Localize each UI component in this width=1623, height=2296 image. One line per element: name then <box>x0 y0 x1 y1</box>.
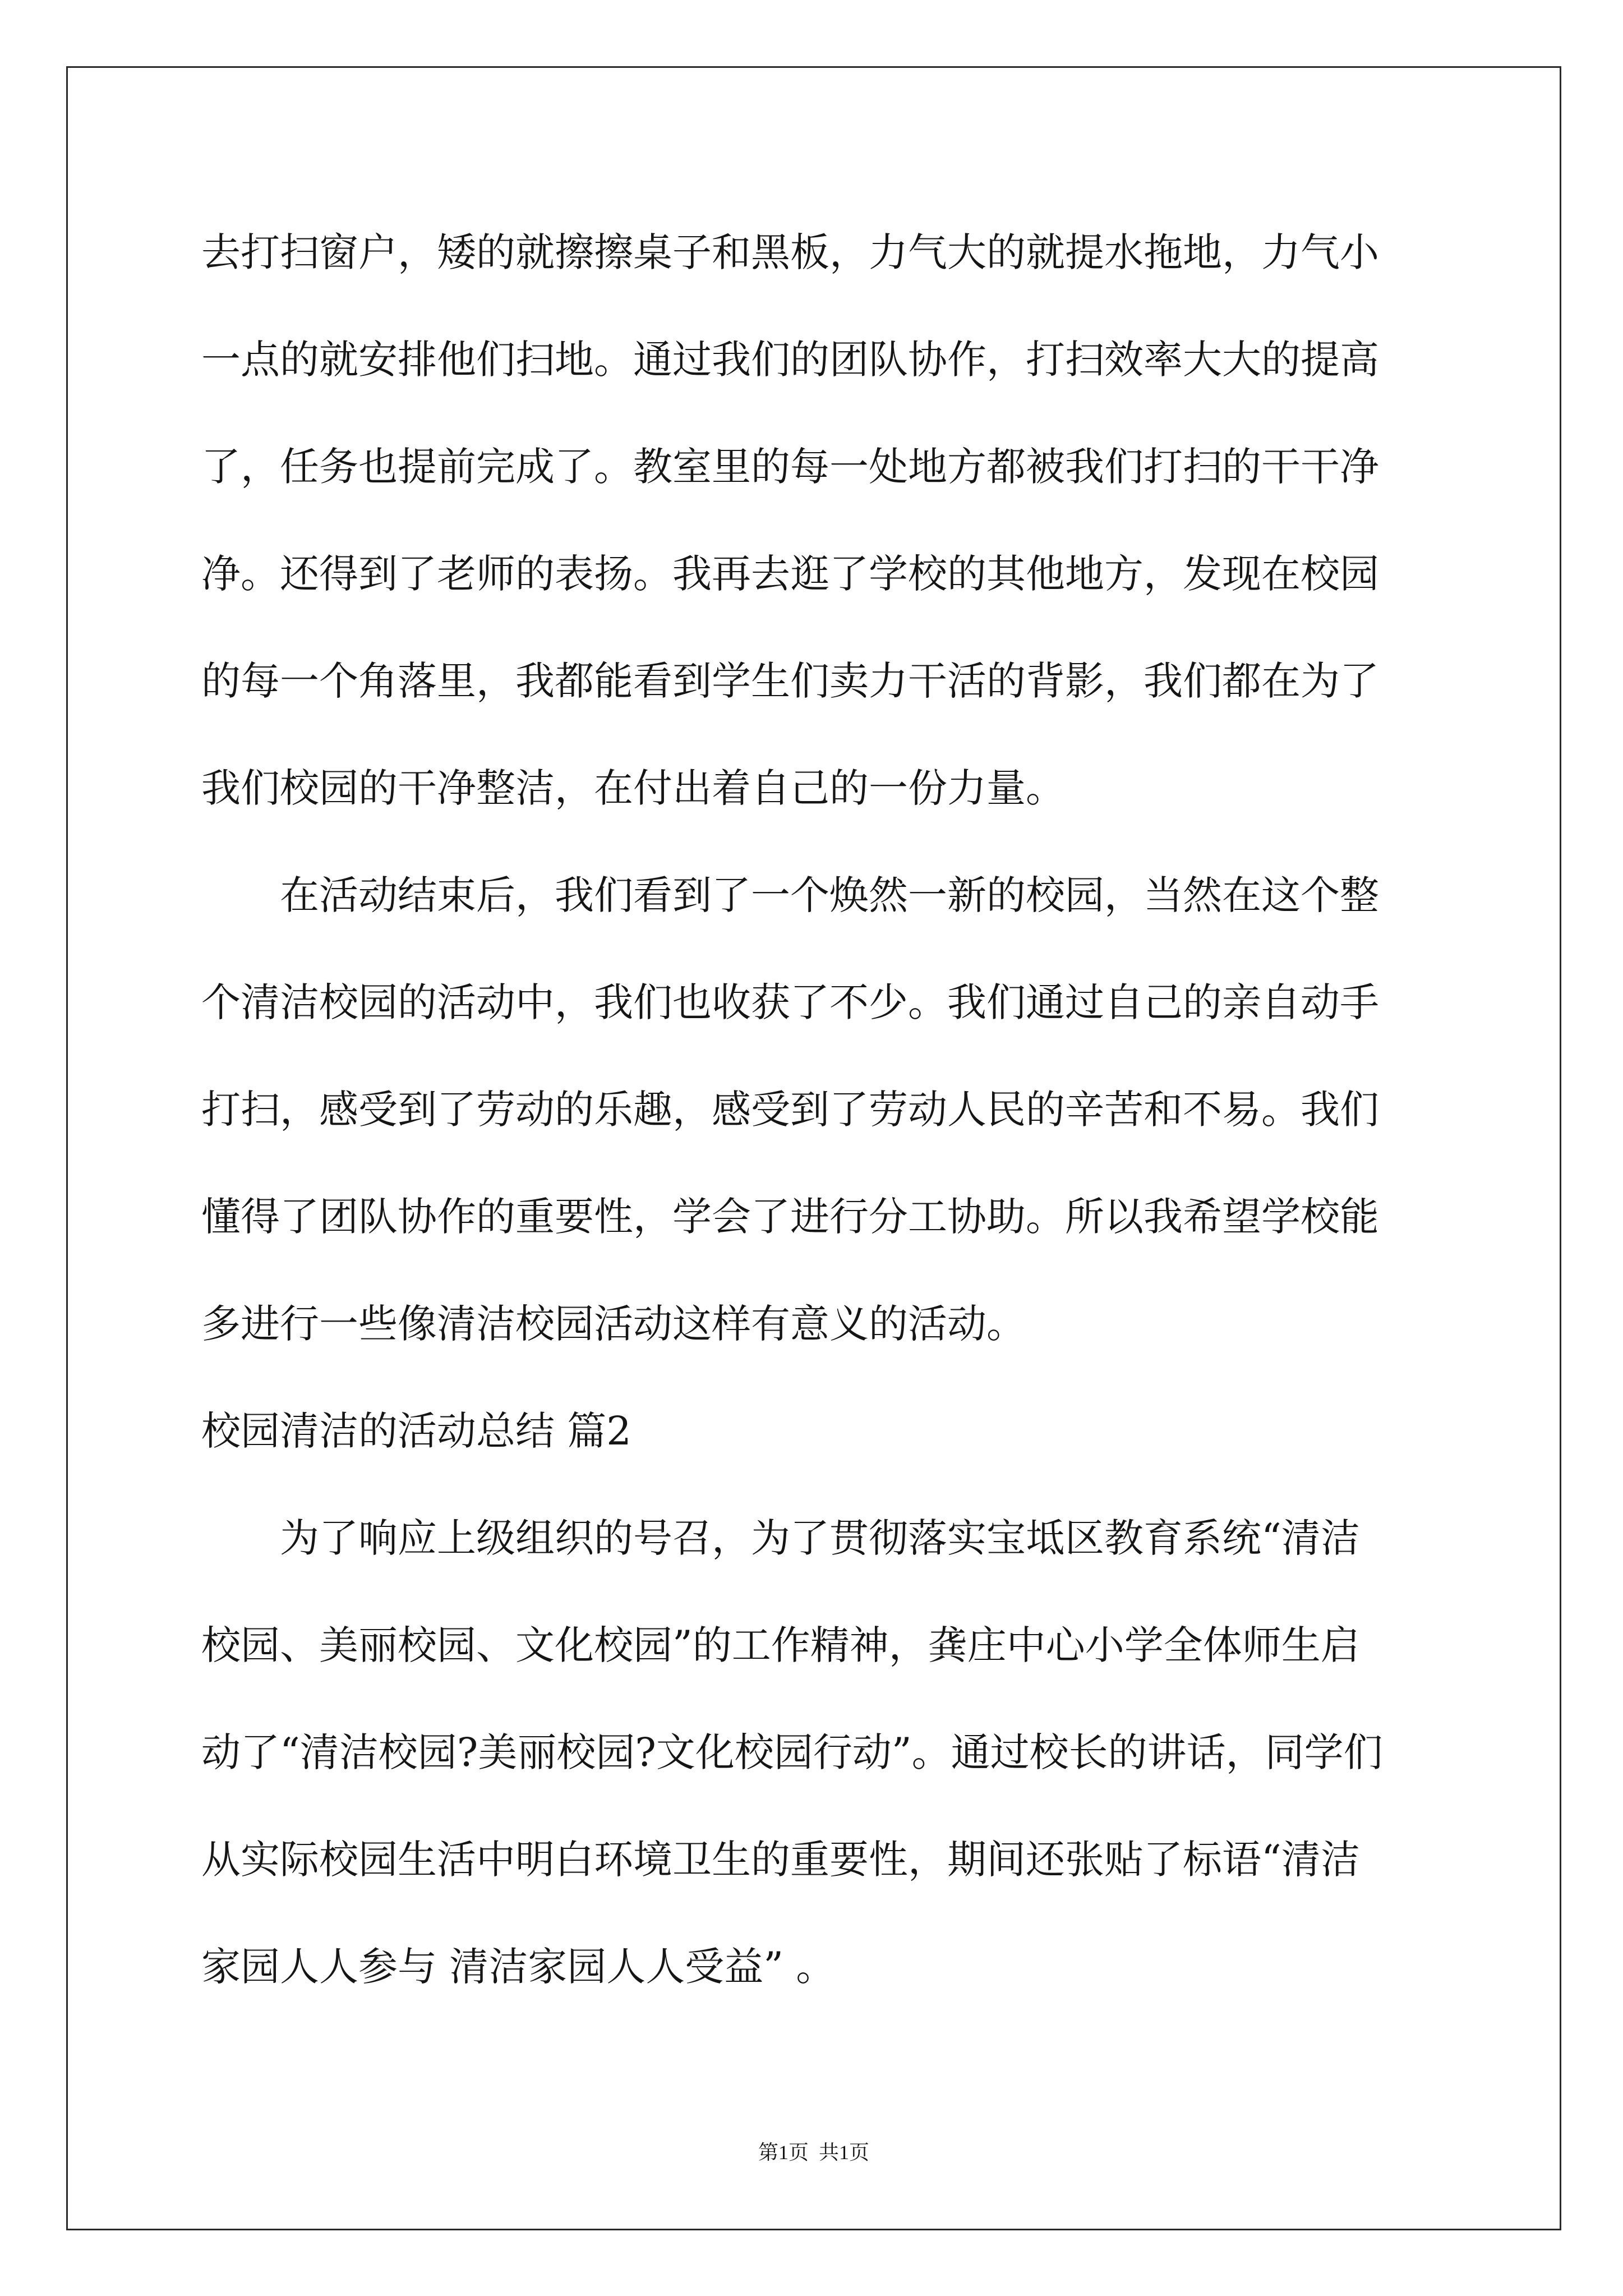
paragraph-line: 在活动结束后，我们看到了一个焕然一新的校园，当然在这个整 <box>280 872 1379 918</box>
body-text <box>201 199 1508 2021</box>
page-footer: 第1页 共1页 <box>758 2141 869 2164</box>
paragraph-line: 去打扫窗户，矮的就擦擦桌子和黑板，力气大的就提水拖地，力气小 <box>201 229 1379 275</box>
paragraph-line: 从实际校园生活中明白环境卫生的重要性，期间还张贴了标语“清洁 <box>201 1837 1360 1883</box>
paragraph-line: 多进行一些像清洁校园活动这样有意义的活动。 <box>201 1301 1026 1347</box>
paragraph-line: 家园人人参与 清洁家园人人受益” 。 <box>201 1944 836 1990</box>
paragraph-line: 为了响应上级组织的号召，为了贯彻落实宝坻区教育系统“清洁 <box>280 1515 1360 1561</box>
paragraph-line: 校园、美丽校园、文化校园”的工作精神，龚庄中心小学全体师生启 <box>201 1622 1360 1668</box>
paragraph-line: 动了“清洁校园?美丽校园?文化校园行动”。通过校长的讲话，同学们 <box>201 1729 1383 1775</box>
paragraph-line: 懂得了团队协作的重要性，学会了进行分工协助。所以我希望学校能 <box>201 1194 1379 1240</box>
paragraph-line: 我们校园的干净整洁，在付出着自己的一份力量。 <box>201 765 1065 811</box>
paragraph-line: 一点的就安排他们扫地。通过我们的团队协作，打扫效率大大的提高 <box>201 337 1379 383</box>
section-heading: 校园清洁的活动总结 篇2 <box>201 1408 631 1454</box>
paragraph-line: 个清洁校园的活动中，我们也收获了不少。我们通过自己的亲自动手 <box>201 979 1379 1025</box>
paragraph-line: 了，任务也提前完成了。教室里的每一处地方都被我们打扫的干干净 <box>201 444 1379 490</box>
paragraph-line: 的每一个角落里，我都能看到学生们卖力干活的背影，我们都在为了 <box>201 658 1379 704</box>
paragraph-line: 打扫，感受到了劳动的乐趣，感受到了劳动人民的辛苦和不易。我们 <box>201 1087 1379 1133</box>
paragraph-line: 净。还得到了老师的表扬。我再去逛了学校的其他地方，发现在校园 <box>201 551 1379 597</box>
